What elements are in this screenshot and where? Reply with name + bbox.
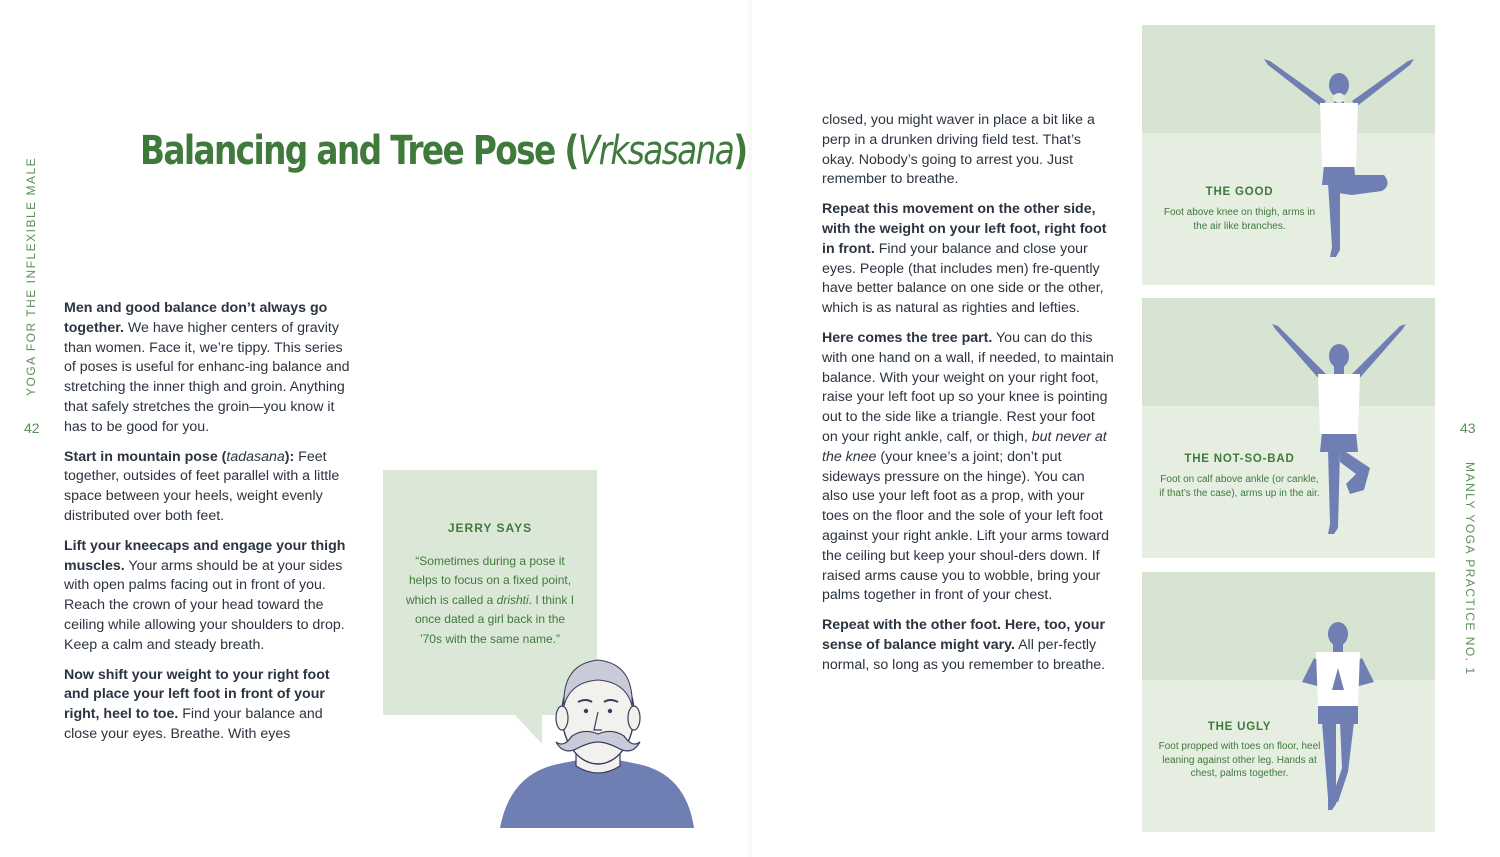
pose-panel-not-so-bad xyxy=(1142,298,1435,558)
jerry-illustration xyxy=(498,656,698,831)
title-main: Balancing and Tree Pose ( xyxy=(140,128,578,174)
panel-title: THE UGLY xyxy=(1207,721,1272,733)
panel-caption: Foot above knee on thigh, arms in the air like branches. xyxy=(1163,207,1316,232)
callout-quote: “Sometimes during a pose it helps to focus on a fixed point, which is called a drishti. I think I once dated a girl back in the ’70s with the same name.” xyxy=(405,554,575,646)
paragraph: Repeat this movement on the other side, with the weight on your left foot, right foot in front. Find your balance and close your eyes. People (that includes men) fre-quently have better balance on one side or the other, which is as natural as righties and lefties. xyxy=(822,201,1107,317)
page-title xyxy=(140,128,747,174)
paragraph: Start in mountain pose (tadasana): Feet together, outsides of feet parallel with a little space between your heels, weight evenly distributed over both feet. xyxy=(64,448,340,524)
pose-panel-good xyxy=(1142,25,1435,285)
paragraph: closed, you might waver in place a bit like a perp in a drunken driving field test. That’s okay. Nobody’s going to arrest you. Just remember to breathe. xyxy=(822,112,1095,188)
pose-figure-good xyxy=(1142,25,1435,285)
pose-panel-ugly xyxy=(1142,572,1435,832)
panel-caption: Foot propped with toes on floor, heel leaning against other leg. Hands at chest, palms together. xyxy=(1158,741,1321,780)
right-column xyxy=(822,111,1114,686)
paragraph: Men and good balance don’t always go together. We have higher centers of gravity than women. Face it, we’re tippy. This series of poses is useful for enhanc-ing balance and stretching the inner thigh and groin. Anything that safely stretches the groin—you know it has to be good for you. xyxy=(64,300,350,435)
paragraph: Repeat with the other foot. Here, too, your sense of balance might vary. All per-fectly normal, so long as you remember to breathe. xyxy=(822,617,1106,673)
panel-title: THE NOT-SO-BAD xyxy=(1184,453,1295,465)
pose-figure-not-so-bad xyxy=(1142,298,1435,558)
running-head-right: MANLY YOGA PRACTICE NO. 1 xyxy=(1463,462,1477,676)
left-column xyxy=(64,299,356,755)
gutter xyxy=(748,0,752,857)
pose-figure-ugly xyxy=(1142,572,1435,832)
panel-title: THE GOOD xyxy=(1205,186,1274,198)
callout-label: JERRY SAYS xyxy=(447,521,533,535)
running-head-left: YOGA FOR THE INFLEXIBLE MALE xyxy=(24,156,38,396)
paragraph: Here comes the tree part. You can do this with one hand on a wall, if needed, to maintain balance. With your weight on your right foot, raise your left foot up so your knee is pointing out to the side like a triangle. Rest your foot on your right ankle, calf, or thigh, but never at the knee (your knee’s a joint; don’t put sideways pressure on the hinge). You can also use your left foot as a prop, with your toes on the floor and the sole of your left foot against your right ankle. Lift your arms toward the ceiling but keep your shoul-ders down. If raised arms cause you to wobble, bring your palms together in front of your chest. xyxy=(822,329,1114,604)
page-number-right: 43 xyxy=(1460,420,1476,436)
panel-caption: Foot on calf above ankle (or cankle, if that’s the case), arms up in the air. xyxy=(1159,474,1320,499)
title-italic: Vrksasana xyxy=(577,128,734,174)
page-number-left: 42 xyxy=(24,420,40,436)
title-close: ) xyxy=(733,128,747,174)
paragraph: Lift your kneecaps and engage your thigh muscles. Your arms should be at your sides with open palms facing out in front of you. Reach the crown of your head toward the ceiling while allowing your shoulders to drop. Keep a calm and steady breath. xyxy=(64,537,346,653)
paragraph: Now shift your weight to your right foot and place your left foot in front of your right, heel to toe. Find your balance and close your eyes. Breathe. With eyes xyxy=(64,666,330,742)
